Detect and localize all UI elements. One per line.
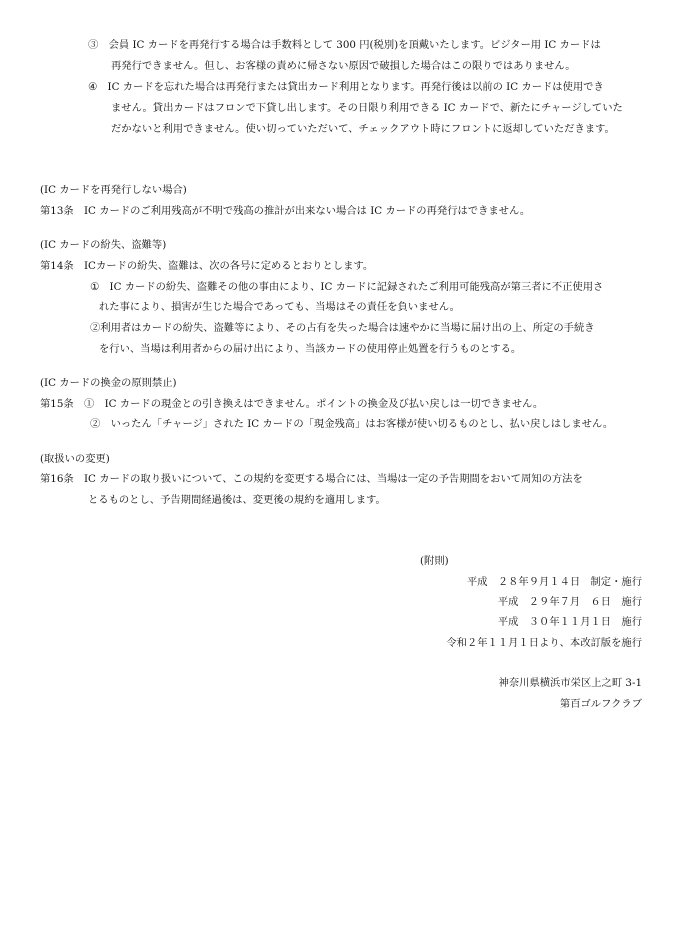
article13-heading: (IC カードを再発行しない場合) — [40, 184, 187, 196]
article14-text: 第14条 ICカードの紛失、盗難は、次の各号に定めるとおりとします。 — [40, 260, 374, 272]
article14-item2-line1: ②利用者はカードの紛失、盗難等により、その占有を失った場合は速やかに当場に届け出の上、所定の手続き — [90, 322, 595, 334]
appendix-line1: 平成 ２８年９月１４日 制定・施行 — [466, 576, 642, 588]
article15-item2: ② いったん「チャージ」された IC カードの「現金残高」はお客様が使い切るものとし、払い戻しはしません。 — [90, 418, 614, 430]
appendix-line3: 平成 ３０年１１月１日 施行 — [497, 616, 642, 628]
article15-text: 第15条 ① IC カードの現金との引き換えはできません。ポイントの換金及び払い戻しは一切できません。 — [40, 398, 544, 410]
article14-item1-line1: ① IC カードの紛失、盗難その他の事由により、IC カードに記録されたご利用可能残高が第三者に不正使用さ — [90, 281, 604, 293]
footer-club-name: 第百ゴルフクラブ — [559, 698, 642, 710]
article14-item1-line2: れた事により、損害が生じた場合であっても、当場はその責任を負いません。 — [99, 301, 460, 313]
article16-line2: とるものとし、予告期間経過後は、変更後の規約を適用します。 — [88, 494, 386, 506]
item3-line1: ③ 会員 IC カードを再発行する場合は手数料として 300 円(税別)を頂戴いたします。ビジター用 IC カードは — [88, 39, 601, 51]
item4-line1: ④ IC カードを忘れた場合は再発行または貸出カード利用となります。再発行後は以前の IC カードは使用でき — [88, 81, 604, 93]
article16-line1: 第16条 IC カードの取り扱いについて、この規約を変更する場合には、当場は一定の予告期間をおいて周知の方法を — [40, 473, 583, 485]
item4-line3: だかないと利用できません。使い切っていただいて、チェックアウト時にフロントに返却していただきます。 — [111, 123, 615, 135]
item4-line2: ません。貸出カードはフロンで下貸し出します。その日限り利用できる IC カードで、新たにチャージしていた — [111, 102, 623, 114]
article16-heading: (取扱いの変更) — [40, 453, 110, 465]
article13-text: 第13条 IC カードのご利用残高が不明で残高の推計が出来ない場合は IC カードの再発行はできません。 — [40, 205, 531, 217]
article14-heading: (IC カードの紛失、盗難等) — [40, 239, 167, 251]
item3-line2: 再発行できません。但し、お客様の責めに帰さない原因で破損した場合はこの限りではありません。 — [111, 60, 576, 72]
article14-item2-line2: を行い、当場は利用者からの届け出により、当該カードの使用停止処置を行うものとする。 — [99, 343, 522, 355]
article15-heading: (IC カードの換金の原則禁止) — [40, 377, 177, 389]
appendix-line2: 平成 ２９年７月 ６日 施行 — [497, 596, 642, 608]
appendix-line4: 令和２年１１月１日より、本改訂版を施行 — [446, 637, 642, 649]
footer-address: 神奈川県横浜市栄区上之町 3-1 — [498, 677, 642, 689]
appendix-title: (附則) — [420, 555, 449, 567]
